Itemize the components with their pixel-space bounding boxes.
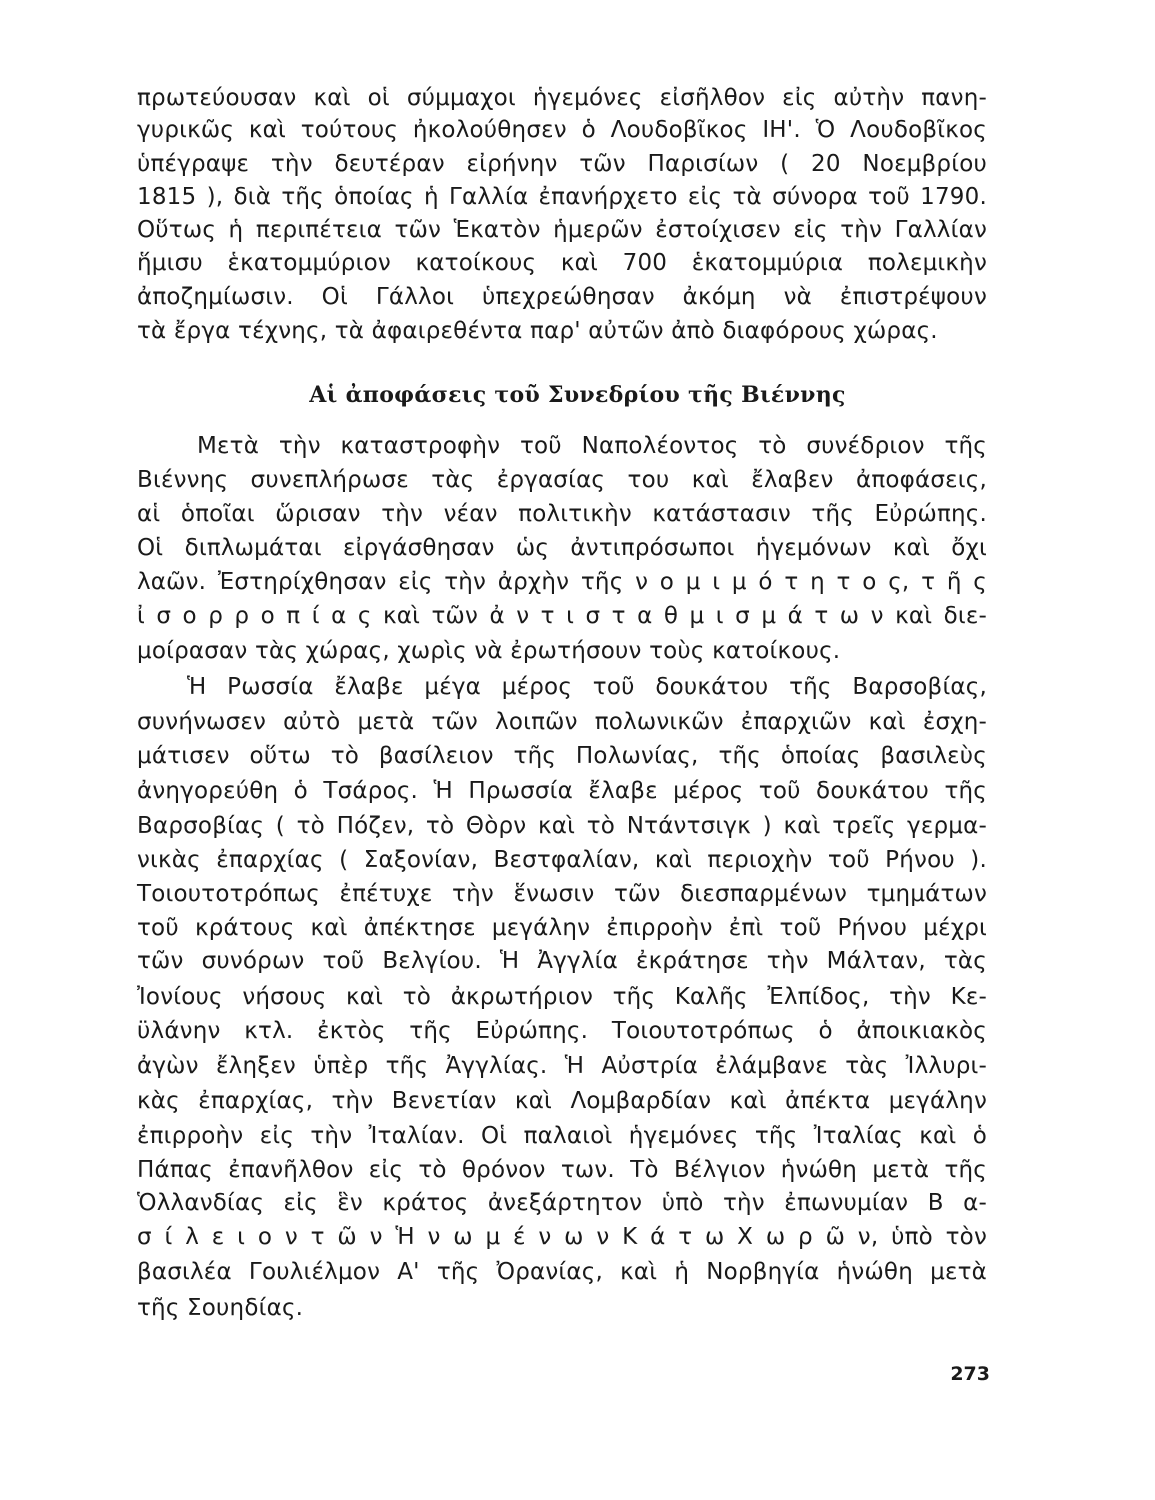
text-line: ἀνηγορεύθη ὁ Τσάρος. Ἡ Πρωσσία ἔλαβε μέρος τοῦ δουκάτου τῆς bbox=[137, 778, 987, 804]
text-line: πρωτεύουσαν καὶ οἱ σύμμαχοι ἡγεμόνες εἰσῆλθον εἰς αὐτὴν πανη- bbox=[137, 85, 987, 111]
text-line: τοῦ κράτους καὶ ἀπέκτησε μεγάλην ἐπιρροὴν ἐπὶ τοῦ Ρήνου μέχρι bbox=[137, 915, 987, 941]
text-line: Βαρσοβίας ( τὸ Πόζεν, τὸ Θὸρν καὶ τὸ Ντάντσιγκ ) καὶ τρεῖς γερμα- bbox=[137, 813, 987, 839]
text-line: μάτισεν οὕτω τὸ βασίλειον τῆς Πολωνίας, τῆς ὁποίας βασιλεὺς bbox=[137, 743, 987, 769]
text-line: Πάπας ἐπανῆλθον εἰς τὸ θρόνον των. Τὸ Βέλγιον ἡνώθη μετὰ τῆς bbox=[137, 1157, 987, 1183]
text-line: Ἡ Ρωσσία ἔλαβε μέγα μέρος τοῦ δουκάτου τῆς Βαρσοβίας, bbox=[187, 674, 987, 700]
text-line: Ἰονίους νήσους καὶ τὸ ἀκρωτήριον τῆς Καλῆς Ἐλπίδος, τὴν Κε- bbox=[137, 984, 987, 1010]
text-line: νικὰς ἐπαρχίας ( Σαξονίαν, Βεστφαλίαν, καὶ περιοχὴν τοῦ Ρήνου ). bbox=[137, 847, 987, 873]
text-line: αἱ ὁποῖαι ὥρισαν τὴν νέαν πολιτικὴν κατάστασιν τῆς Εὐρώπης. bbox=[137, 501, 987, 527]
text-line: τῶν συνόρων τοῦ Βελγίου. Ἡ Ἀγγλία ἐκράτησε τὴν Μάλταν, τὰς bbox=[137, 948, 987, 974]
text-line: Ὁλλανδίας εἰς ἓν κράτος ἀνεξάρτητον ὑπὸ τὴν ἐπωνυμίαν Β α- bbox=[137, 1190, 987, 1216]
text-line: κὰς ἐπαρχίας, τὴν Βενετίαν καὶ Λομβαρδίαν καὶ ἀπέκτα μεγάλην bbox=[137, 1088, 987, 1114]
text-line: ἥμισυ ἑκατομμύριον κατοίκους καὶ 700 ἑκατομμύρια πολεμικὴν bbox=[137, 250, 987, 276]
text-line: μοίρασαν τὰς χώρας, χωρὶς νὰ ἐρωτήσουν τοὺς κατοίκους. bbox=[137, 638, 841, 664]
text-line: ϋλάνην κτλ. ἐκτὸς τῆς Εὐρώπης. Τοιουτοτρόπως ὁ ἀποικιακὸς bbox=[137, 1018, 987, 1044]
text-line: Οἱ διπλωμάται εἰργάσθησαν ὡς ἀντιπρόσωποι ἡγεμόνων καὶ ὄχι bbox=[137, 535, 987, 561]
text-line: Μετὰ τὴν καταστροφὴν τοῦ Ναπολέοντος τὸ συνέδριον τῆς bbox=[197, 433, 987, 459]
text-line: ὑπέγραψε τὴν δευτέραν εἰρήνην τῶν Παρισίων ( 20 Νοεμβρίου bbox=[137, 151, 987, 177]
text-line: Βιέννης συνεπλήρωσε τὰς ἐργασίας του καὶ ἔλαβεν ἀποφάσεις, bbox=[137, 467, 987, 493]
text-line: ἐπιρροὴν εἰς τὴν Ἰταλίαν. Οἱ παλαιοὶ ἡγεμόνες τῆς Ἰταλίας καὶ ὁ bbox=[137, 1123, 987, 1149]
text-line: Τοιουτοτρόπως ἐπέτυχε τὴν ἕνωσιν τῶν διεσπαρμένων τμημάτων bbox=[137, 881, 987, 907]
text-line: Οὕτως ἡ περιπέτεια τῶν Ἑκατὸν ἡμερῶν ἐστοίχισεν εἰς τὴν Γαλλίαν bbox=[137, 217, 987, 243]
text-line: 1815 ), διὰ τῆς ὁποίας ἡ Γαλλία ἐπανήρχετο εἰς τὰ σύνορα τοῦ 1790. bbox=[137, 184, 987, 210]
text-line: τὰ ἔργα τέχνης, τὰ ἀφαιρεθέντα παρ' αὐτῶν ἀπὸ διαφόρους χώρας. bbox=[137, 318, 938, 344]
section-heading: Αἱ ἀποφάσεις τοῦ Συνεδρίου τῆς Βιέννης bbox=[309, 382, 846, 408]
page-number: 273 bbox=[950, 1363, 990, 1385]
text-line: τῆς Σουηδίας. bbox=[137, 1295, 304, 1321]
text-line: ἀποζημίωσιν. Οἱ Γάλλοι ὑπεχρεώθησαν ἀκόμη νὰ ἐπιστρέψουν bbox=[137, 284, 987, 310]
text-line: σ ί λ ε ι ο ν τ ῶ ν Ἡ ν ω μ έ ν ω ν Κ ά τ ω Χ ω ρ ῶ ν, ὑπὸ τὸν bbox=[137, 1224, 987, 1250]
text-line: ἀγὼν ἔληξεν ὑπὲρ τῆς Ἀγγλίας. Ἡ Αὐστρία ἐλάμβανε τὰς Ἰλλυρι- bbox=[137, 1053, 987, 1079]
text-line: βασιλέα Γουλιέλμον Α' τῆς Ὀρανίας, καὶ ἡ Νορβηγία ἡνώθη μετὰ bbox=[137, 1259, 987, 1285]
text-line: γυρικῶς καὶ τούτους ἠκολούθησεν ὁ Λουδοβῖκος ΙΗ'. Ὁ Λουδοβῖκος bbox=[137, 117, 987, 143]
text-line: λαῶν. Ἐστηρίχθησαν εἰς τὴν ἀρχὴν τῆς ν ο μ ι μ ό τ η τ ο ς, τ ῆ ς bbox=[137, 569, 987, 595]
text-line: συνήνωσεν αὐτὸ μετὰ τῶν λοιπῶν πολωνικῶν ἐπαρχιῶν καὶ ἐσχη- bbox=[137, 709, 987, 735]
text-line: ἰ σ ο ρ ρ ο π ί α ς καὶ τῶν ἀ ν τ ι σ τ α θ μ ι σ μ ά τ ω ν καὶ διε- bbox=[137, 603, 987, 629]
